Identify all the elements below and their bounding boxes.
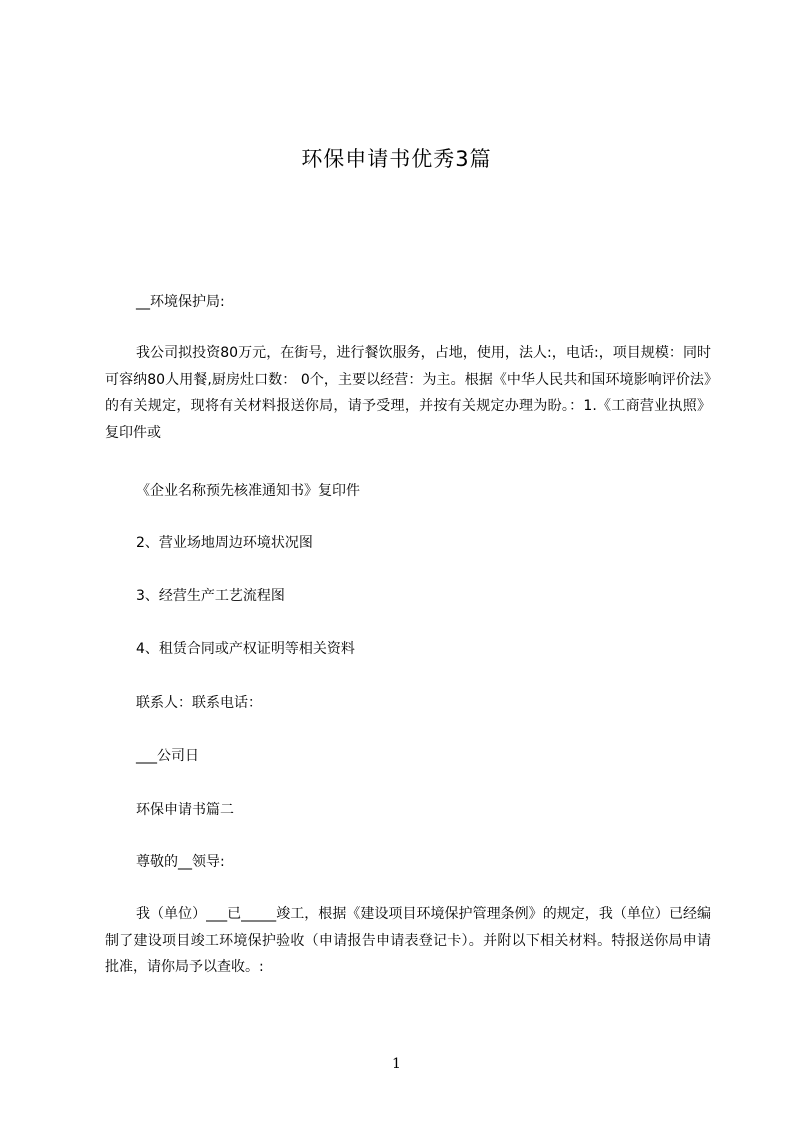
- company-date-line: ___公司日: [136, 748, 199, 764]
- page-number: 1: [392, 1056, 401, 1072]
- greeting-line: __环境保护局:: [136, 294, 225, 310]
- contact-line: 联系人：联系电话：: [136, 695, 262, 711]
- attachment-item-1-continued: 《企业名称预先核准通知书》复印件: [136, 483, 360, 499]
- greeting-line-2: 尊敬的__领导:: [136, 854, 225, 870]
- body-paragraph-2: 我（单位）___已_____竣工，根据《建设项目环境保护管理条例》的规定，我（单位）已经编制了建设项目竣工环境保护验收（申请报告申请表登记卡）。并附以下相关材料。特报送你局申请批准，请你局予以查收。:: [105, 906, 711, 975]
- attachment-item-2: 2、营业场地周边环境状况图: [136, 535, 313, 551]
- document-title: 环保申请书优秀3篇: [301, 147, 492, 171]
- section-heading: 环保申请书篇二: [136, 802, 234, 818]
- attachment-item-3: 3、经营生产工艺流程图: [136, 588, 285, 604]
- attachment-item-4: 4、租赁合同或产权证明等相关资料: [136, 641, 355, 657]
- body-paragraph-1: 我公司拟投资80万元，在街号，进行餐饮服务，占地，使用，法人:，电话:，项目规模：同时可容纳80人用餐,厨房灶口数： 0个，主要以经营：为主。根据《中华人民共和国环境影响评价法》的有关规定，现将有关材料报送你局，请予受理，并按有关规定办理为盼。：1.《工商营业执照》复印件或: [105, 345, 711, 441]
